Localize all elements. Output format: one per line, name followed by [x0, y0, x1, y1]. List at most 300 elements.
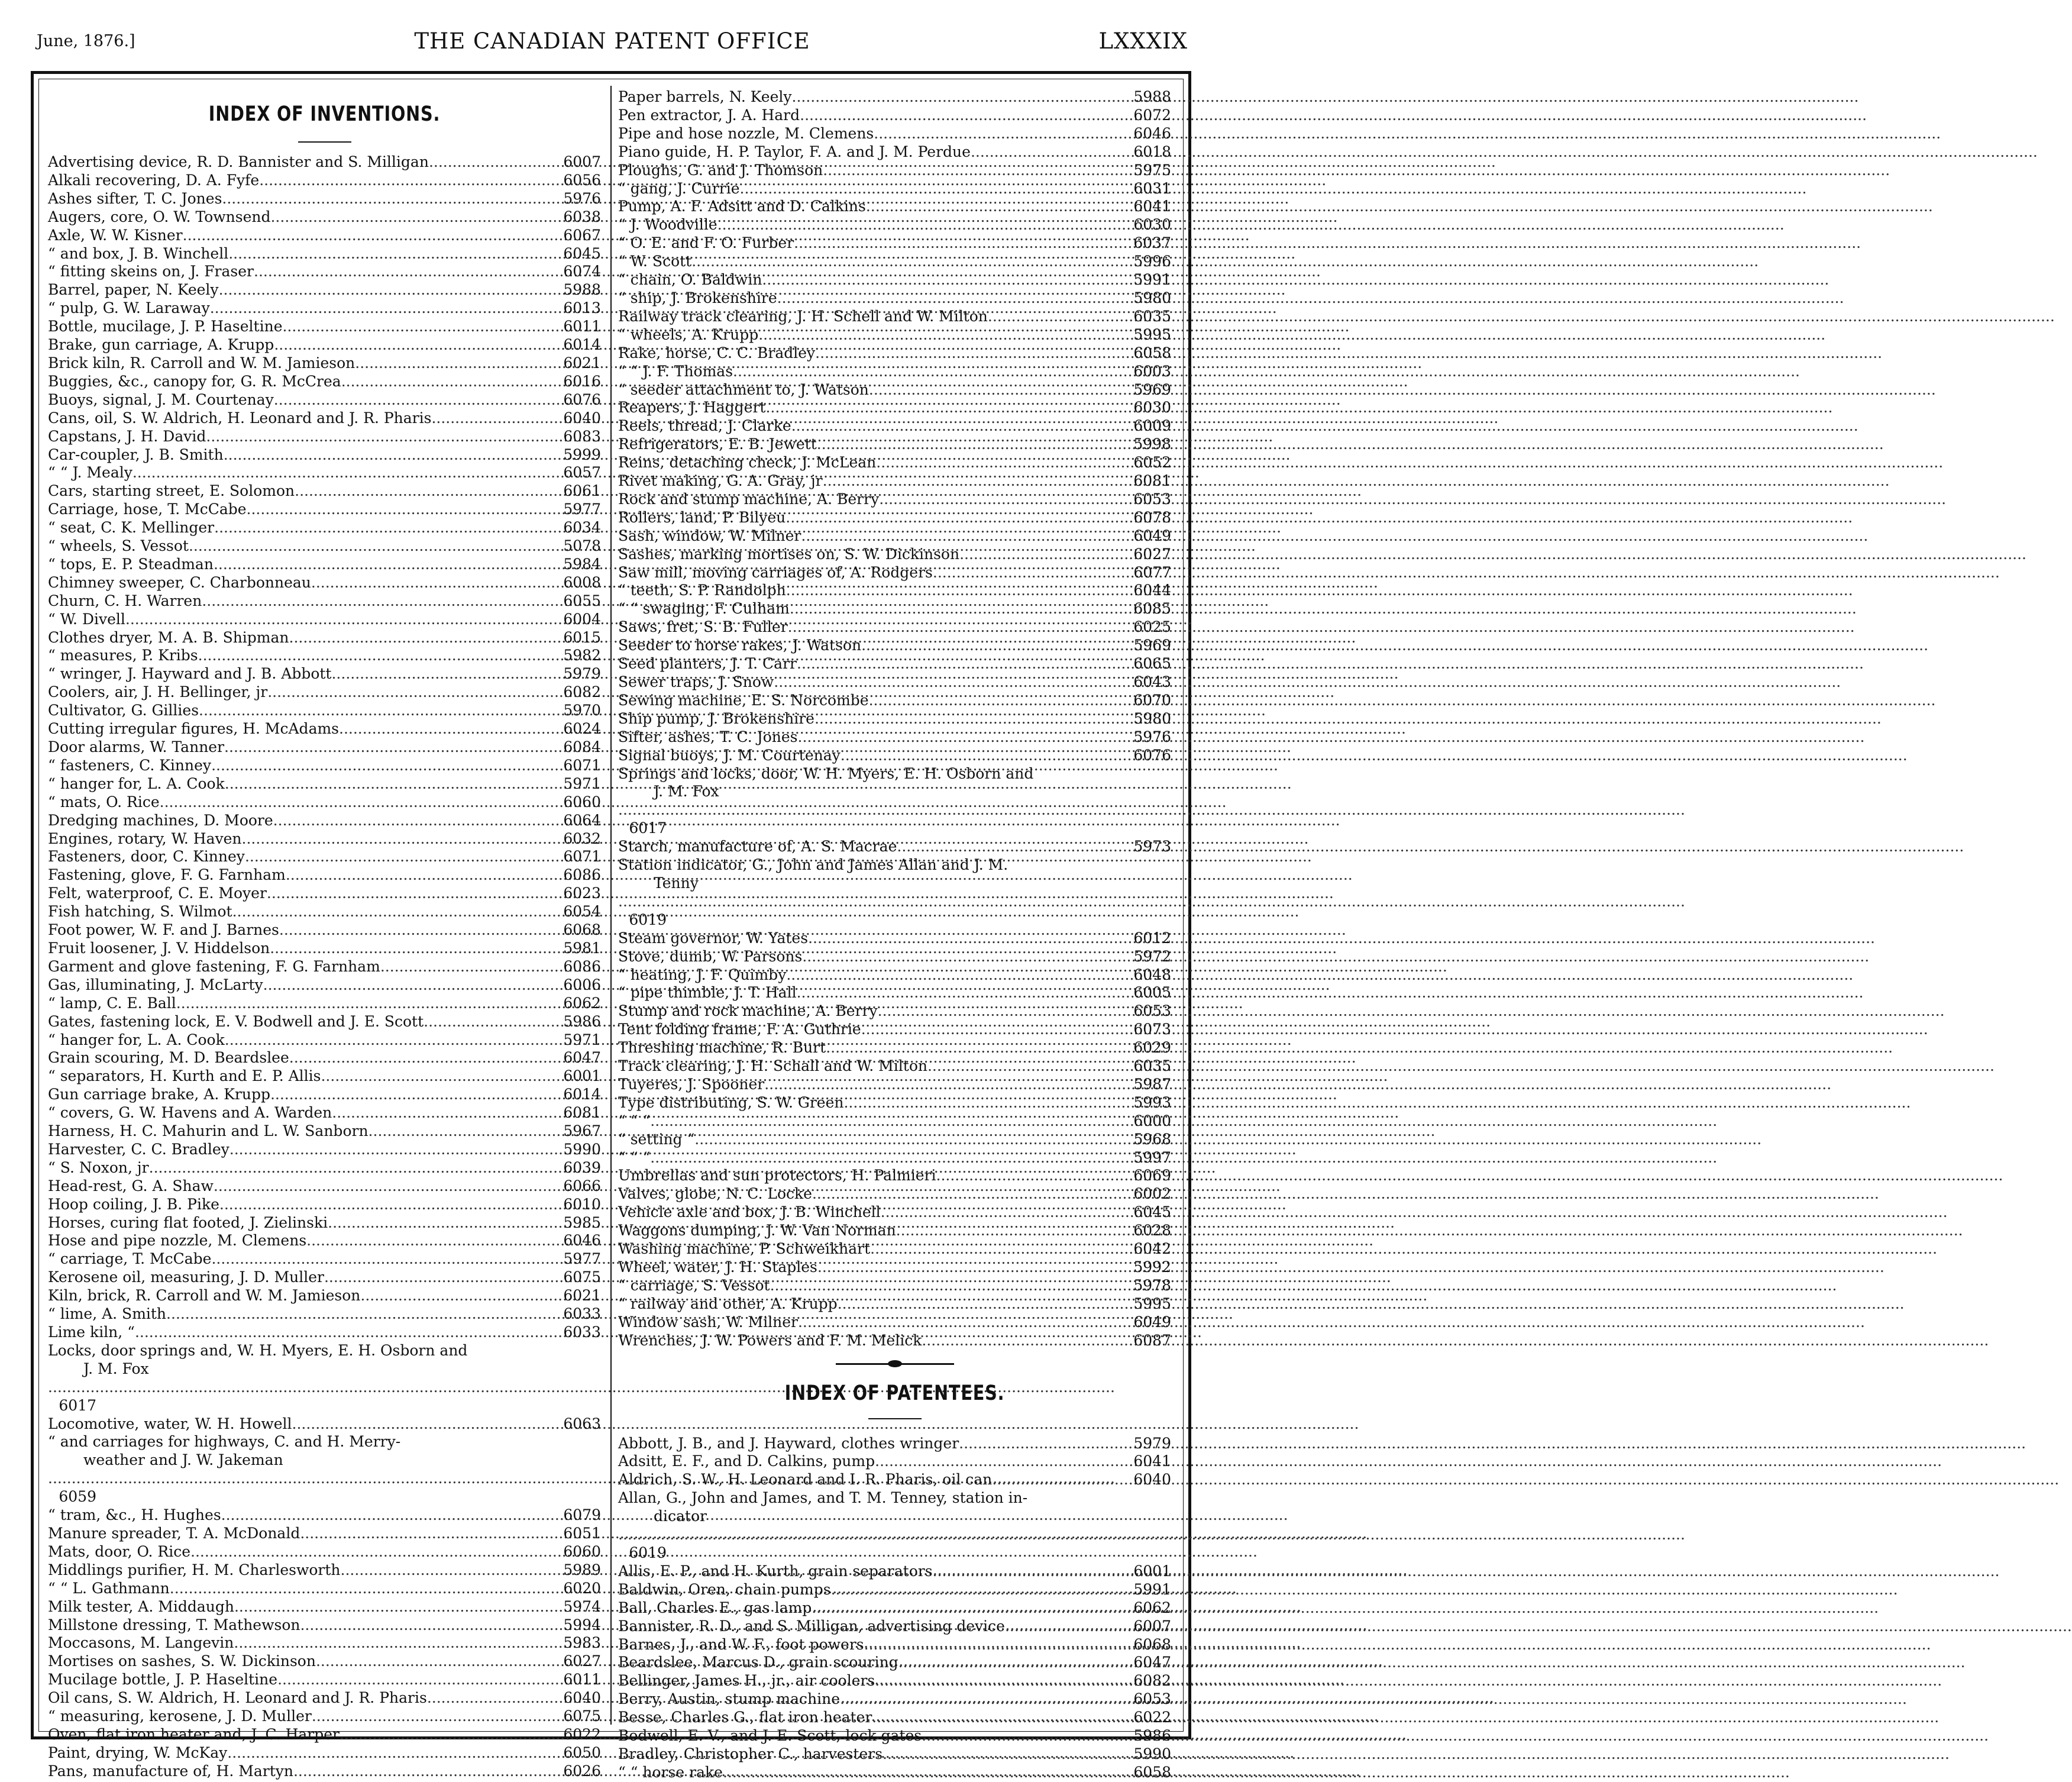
leader-dots — [267, 884, 552, 903]
entry-text: Vehicle axle and box, J. B. Winchell — [618, 1203, 881, 1221]
entry-text-continued: J. M. Fox — [654, 783, 719, 800]
leader-dots — [840, 1690, 1123, 1709]
entry-text: Dredging machines, D. Moore — [48, 811, 273, 829]
index-entry — [618, 180, 1171, 198]
entry-text: Grain scouring, M. D. Beardslee — [48, 1049, 289, 1067]
entry-text: Threshing machine, R. Burt — [618, 1039, 826, 1057]
index-entry — [618, 655, 1171, 673]
entry-text: Sashes, marking mortises on, S. W. Dickinson — [618, 545, 960, 563]
index-entry — [618, 1618, 1171, 1636]
index-entry — [618, 564, 1171, 582]
index-entry — [618, 710, 1171, 728]
patent-number: 6047 — [563, 1049, 601, 1067]
index-entry — [48, 1433, 601, 1506]
index-entry — [618, 1149, 1171, 1167]
index-entry — [618, 216, 1171, 234]
index-entry — [48, 519, 601, 537]
index-entry — [48, 1159, 601, 1177]
index-entry — [618, 435, 1171, 454]
entry-text: Saws, fret, S. B. Fuller — [618, 618, 788, 636]
leader-dots — [300, 1525, 552, 1543]
patent-number: 6017 — [59, 1396, 96, 1414]
entry-text: Rock and stump machine, A. Berry — [618, 490, 880, 508]
patent-number: 6021 — [563, 1287, 601, 1305]
index-entry — [618, 1563, 1171, 1581]
entry-text: “ setting “ — [618, 1130, 695, 1148]
leader-dots — [992, 1471, 1123, 1489]
patent-number: 5968 — [1133, 1130, 1171, 1148]
patent-number: 5969 — [1133, 637, 1171, 654]
patent-number: 6025 — [1133, 618, 1171, 636]
patent-number: 6081 — [1133, 472, 1171, 490]
patent-number: 6011 — [563, 1671, 601, 1689]
leader-dots — [883, 1745, 1123, 1764]
index-entry — [48, 1013, 601, 1031]
entry-text-continued: J. M. Fox — [83, 1360, 149, 1377]
patent-number: 5975 — [1133, 161, 1171, 179]
entry-text: “ pipe thimble, J. T. Hall — [618, 984, 797, 1002]
leader-dots — [786, 582, 1123, 600]
index-entry — [48, 775, 601, 793]
leader-dots — [190, 1543, 552, 1561]
index-entry — [618, 948, 1171, 966]
patent-number: 5997 — [1133, 1148, 1171, 1166]
index-entry — [48, 391, 601, 409]
patent-number: 6075 — [563, 1268, 601, 1286]
entry-text: Bodwell, E. V., and J. E. Scott, lock gates — [618, 1727, 922, 1745]
entry-text: “ mats, O. Rice — [48, 793, 160, 811]
entry-text: Foot power, W. F. and J. Barnes — [48, 921, 279, 939]
entry-text: “ fasteners, C. Kinney — [48, 756, 212, 774]
index-entry — [48, 1598, 601, 1616]
index-entry — [48, 830, 601, 848]
index-entry — [48, 1323, 601, 1342]
index-entry — [618, 765, 1171, 838]
leader-dots — [321, 1067, 552, 1086]
index-entry — [618, 1277, 1171, 1295]
entry-text: “ measures, P. Kribs — [48, 647, 198, 664]
entry-text: Buggies, &c., canopy for, G. R. McCrea — [48, 372, 341, 390]
leader-dots — [838, 1295, 1123, 1313]
patent-number: 6007 — [1133, 1617, 1171, 1635]
entry-text: “ wheels, A. Krupp — [618, 325, 759, 343]
patent-number: 6023 — [563, 884, 601, 902]
patent-number: 6046 — [1133, 124, 1171, 142]
patent-number: 6022 — [1133, 1709, 1171, 1726]
entry-text: “ heating, J. F. Quimby — [618, 966, 787, 983]
index-entry — [618, 125, 1171, 143]
entry-text: Fruit loosener, J. V. Hiddelson — [48, 939, 270, 957]
patent-number: 6065 — [1133, 655, 1171, 673]
entry-text: Window sash, W. Milner — [618, 1313, 798, 1331]
index-entry — [48, 738, 601, 757]
index-entry — [48, 1726, 601, 1744]
entry-text: Type distributing, S. W. Green — [618, 1093, 844, 1111]
index-entry — [48, 1141, 601, 1159]
leader-dots — [431, 409, 552, 428]
patent-number: 6086 — [563, 866, 601, 884]
leader-dots — [774, 673, 1123, 692]
patent-number: 6044 — [1133, 582, 1171, 599]
leader-dots — [843, 1094, 1123, 1112]
leader-dots — [823, 162, 1123, 180]
leader-dots — [300, 1616, 552, 1635]
leader-dots — [790, 600, 1123, 618]
patent-number: 6058 — [1133, 344, 1171, 361]
entry-text: Tuyeres, J. Spooner — [618, 1075, 765, 1093]
index-entry — [48, 208, 601, 227]
patent-number: 6015 — [563, 628, 601, 646]
leader-dots — [206, 428, 552, 446]
entry-text: Stove, dumb, W. Parsons — [618, 947, 803, 965]
leader-dots — [293, 1762, 552, 1781]
leader-dots — [183, 227, 552, 245]
leader-dots — [797, 655, 1123, 673]
index-entry — [48, 976, 601, 995]
leader-dots — [160, 793, 552, 812]
leader-dots — [798, 1313, 1123, 1332]
entry-text: “ seeder attachment to, J. Watson — [618, 380, 869, 398]
entry-text: “ and carriages for highways, C. and H. Merry- — [48, 1433, 401, 1451]
leader-dots — [286, 866, 552, 884]
entry-text: Adsitt, E. F., and D. Calkins, pump — [618, 1452, 875, 1470]
index-entry — [618, 363, 1171, 381]
patent-number: 6001 — [563, 1067, 601, 1085]
entry-text: Hose and pipe nozzle, M. Clemens — [48, 1232, 307, 1250]
patent-number: 6024 — [563, 720, 601, 738]
leader-dots — [211, 757, 552, 775]
leader-dots — [723, 1764, 1123, 1782]
leader-dots — [166, 1305, 552, 1323]
entry-text: “ ship, J. Brokenshire — [618, 289, 777, 306]
leader-dots — [282, 318, 552, 336]
entry-text: Carriage, hose, T. McCabe — [48, 501, 247, 518]
entry-text: Locomotive, water, W. H. Howell — [48, 1415, 292, 1432]
patent-number: 6072 — [1133, 106, 1171, 124]
leader-dots — [879, 490, 1123, 509]
leader-dots — [874, 125, 1123, 143]
index-entry — [48, 1232, 601, 1250]
index-entry — [618, 1295, 1171, 1313]
index-entry — [618, 527, 1171, 545]
index-entry — [618, 1167, 1171, 1185]
patent-number: 5988 — [563, 281, 601, 299]
entry-text: Ashes sifter, T. C. Jones — [48, 189, 222, 207]
leader-dots — [289, 629, 552, 647]
patent-number: 6082 — [1133, 1672, 1171, 1690]
entry-text: Mortises on sashes, S. W. Dickinson — [48, 1652, 316, 1670]
patent-number: 6062 — [563, 994, 601, 1012]
leader-dots — [798, 728, 1123, 747]
index-entry — [618, 1452, 1171, 1471]
patent-number: 6003 — [1133, 362, 1171, 380]
index-entry — [618, 1057, 1171, 1076]
index-entry — [48, 940, 601, 958]
leader-dots — [340, 1726, 552, 1744]
leader-dots — [878, 1002, 1123, 1021]
leader-dots — [758, 326, 1123, 344]
index-entry — [48, 1196, 601, 1214]
index-entry — [618, 1435, 1171, 1453]
leader-dots — [971, 143, 1123, 162]
patent-number: 6019 — [629, 1544, 667, 1561]
leader-dots — [800, 106, 1123, 125]
entry-text: Springs and locks, door, W. H. Myers, E. H. Osborn and — [618, 764, 1034, 782]
index-entry — [618, 1240, 1171, 1258]
entry-text: Augers, core, O. W. Townsend — [48, 208, 271, 225]
leader-dots — [812, 1185, 1123, 1203]
leader-dots — [791, 417, 1123, 435]
patent-number: 5973 — [1133, 838, 1171, 856]
leader-dots — [254, 263, 552, 281]
index-entry — [48, 446, 601, 464]
index-entry — [618, 1039, 1171, 1057]
leader-dots — [132, 464, 552, 482]
leader-dots — [270, 940, 552, 958]
index-entry — [618, 929, 1171, 948]
leader-dots — [1005, 1618, 1123, 1636]
entry-text: Gates, fastening lock, E. V. Bodwell and J. E. Scott — [48, 1012, 424, 1030]
patent-number: 5989 — [563, 1561, 601, 1578]
index-entry — [618, 1709, 1171, 1727]
patent-number: 6008 — [563, 573, 601, 591]
index-entry — [618, 326, 1171, 344]
index-entry — [48, 263, 601, 281]
leader-dots — [277, 1671, 552, 1689]
patent-number: 6029 — [1133, 1039, 1171, 1057]
leader-dots — [841, 747, 1123, 765]
entry-text: Cars, starting street, E. Solomon — [48, 482, 295, 500]
leader-dots — [273, 812, 552, 830]
leader-dots — [691, 253, 1123, 271]
patent-number: 5984 — [563, 555, 601, 573]
entry-text: Pen extractor, J. A. Hard — [618, 106, 800, 124]
leader-dots — [202, 592, 552, 611]
patent-number: 6067 — [563, 226, 601, 244]
leader-dots — [341, 373, 552, 391]
patent-number: 5994 — [563, 1616, 601, 1634]
entry-text: Oven, flat iron heater and, J. C. Harper — [48, 1725, 340, 1743]
leader-dots — [380, 958, 552, 976]
entry-text: Milk tester, A. Middaugh — [48, 1597, 234, 1615]
leader-dots — [898, 1654, 1123, 1672]
index-entry — [48, 611, 601, 629]
index-entry — [48, 1305, 601, 1323]
patent-number: 6022 — [563, 1725, 601, 1743]
leader-dots — [802, 948, 1123, 966]
index-entry — [618, 1599, 1171, 1618]
index-entry — [618, 692, 1171, 710]
entry-text: Pump, A. F. Adsitt and D. Calkins — [618, 198, 866, 215]
leader-dots — [324, 1268, 552, 1287]
patent-number: 6074 — [563, 263, 601, 280]
patent-number: 5980 — [1133, 709, 1171, 727]
patent-number: 5969 — [1133, 380, 1171, 398]
leader-dots — [861, 637, 1123, 655]
patent-number: 6033 — [563, 1305, 601, 1323]
entry-text: Mats, door, O. Rice — [48, 1542, 191, 1560]
index-entry — [48, 1268, 601, 1287]
index-entry — [48, 1580, 601, 1598]
patent-number: 6058 — [1133, 1763, 1171, 1781]
leader-dots — [369, 1122, 552, 1141]
leader-dots — [224, 738, 552, 757]
entry-text: Car-coupler, J. B. Smith — [48, 446, 224, 463]
patent-number: 6034 — [563, 519, 601, 537]
leader-dots — [274, 391, 552, 409]
entry-text: “ J. Woodville — [618, 216, 717, 234]
index-entry — [618, 1581, 1171, 1599]
patent-number: 6040 — [1133, 1471, 1171, 1489]
leader-dots — [876, 454, 1123, 472]
leader-dots — [214, 556, 552, 574]
patentees-list — [618, 1435, 1171, 1782]
entry-text: Sash, window, W. Milner — [618, 527, 801, 544]
entry-text: “ carriage, T. McCabe — [48, 1250, 212, 1268]
index-entry — [48, 1342, 601, 1415]
leader-dots — [360, 1287, 552, 1305]
entry-text: Clothes dryer, M. A. B. Shipman — [48, 628, 289, 646]
index-entry — [618, 162, 1171, 180]
entry-text: “ “ J. F. Thomas — [618, 362, 733, 380]
index-entry — [618, 1185, 1171, 1203]
leader-dots — [765, 399, 1123, 417]
index-entry — [618, 856, 1171, 929]
index-entry — [48, 227, 601, 245]
entry-text: “ gang, J. Currie — [618, 179, 740, 197]
leader-dots — [792, 88, 1123, 106]
patent-number: 5978 — [1133, 1276, 1171, 1294]
entry-text: “ “ “ — [618, 1112, 651, 1129]
index-entry — [48, 336, 601, 354]
index-entry — [48, 1707, 601, 1726]
patent-number: 6027 — [1133, 545, 1171, 563]
patent-number: 5995 — [1133, 1294, 1171, 1312]
leader-dots — [170, 1580, 552, 1598]
patent-number: 6071 — [563, 756, 601, 774]
patent-number: 6053 — [1133, 1002, 1171, 1020]
patent-number: 6011 — [563, 318, 601, 335]
index-entry — [48, 299, 601, 318]
patent-number: 6059 — [59, 1488, 96, 1506]
leader-dots — [229, 1141, 552, 1159]
patent-number: 5974 — [563, 1597, 601, 1615]
index-entry — [618, 1471, 1171, 1489]
leader-dots — [149, 1159, 552, 1177]
leader-dots — [234, 1634, 552, 1652]
leader-dots — [135, 1323, 552, 1342]
entry-text: Horses, curing flat footed, J. Zielinski — [48, 1213, 328, 1231]
index-entry — [48, 1652, 601, 1671]
index-entry — [618, 838, 1171, 856]
entry-text: Rollers, land, P. Bilyeu — [618, 508, 786, 526]
index-entry — [48, 1177, 601, 1196]
entry-text: Allan, G., John and James, and T. M. Tenney, station in- — [618, 1489, 1028, 1507]
patent-number: 6033 — [563, 1323, 601, 1341]
entry-text: Oil cans, S. W. Aldrich, H. Leonard and J. R. Pharis — [48, 1689, 427, 1707]
index-entry — [48, 866, 601, 884]
index-entry — [618, 106, 1171, 125]
index-entry — [48, 354, 601, 373]
entry-text: Harness, H. C. Mahurin and L. W. Sanborn — [48, 1122, 369, 1140]
index-entry — [618, 618, 1171, 637]
index-entry — [48, 1762, 601, 1781]
patent-number: 6061 — [563, 482, 601, 500]
patent-number: 6060 — [563, 793, 601, 811]
leader-dots — [227, 1744, 552, 1762]
patent-number: 6014 — [563, 336, 601, 354]
entry-text: “ measuring, kerosene, J. D. Muller — [48, 1707, 312, 1725]
entry-text: Signal buoys, J. M. Courtenay — [618, 746, 841, 764]
index-entry — [48, 702, 601, 720]
leader-dots — [199, 702, 552, 720]
index-entry — [618, 1076, 1171, 1094]
leader-dots — [214, 519, 552, 537]
leader-dots — [176, 995, 552, 1013]
index-entry — [48, 629, 601, 647]
patent-number: 6005 — [1133, 984, 1171, 1002]
leader-dots — [817, 1258, 1123, 1277]
entry-text: Churn, C. H. Warren — [48, 592, 202, 609]
entry-text: “ “ horse rake — [618, 1763, 723, 1781]
entry-text: Cutting irregular figures, H. McAdams — [48, 720, 340, 738]
patent-number: 5987 — [1133, 1075, 1171, 1093]
patent-number: 6001 — [1133, 1562, 1171, 1580]
index-entry — [618, 1131, 1171, 1149]
patent-number: 5972 — [1133, 947, 1171, 965]
entry-text: “ O. E. and F. O. Furber — [618, 234, 794, 252]
patent-number: 6013 — [563, 299, 601, 317]
leader-dots — [817, 435, 1123, 454]
index-entry — [48, 190, 601, 208]
entry-text: Fish hatching, S. Wilmot — [48, 903, 232, 921]
index-entry — [48, 1049, 601, 1067]
leader-dots — [232, 903, 552, 921]
entry-text: Lime kiln, “ — [48, 1323, 135, 1341]
patent-number: 6030 — [1133, 216, 1171, 234]
entry-text: Fastening, glove, F. G. Farnham — [48, 866, 286, 884]
entry-text: “ “ swaging, F. Culham — [618, 600, 790, 618]
entry-text: “ tops, E. P. Steadman — [48, 555, 214, 573]
leader-dots — [618, 801, 1171, 819]
entry-text: Ploughs, G. and J. Thomson — [618, 161, 823, 179]
patent-number: 5992 — [1133, 1258, 1171, 1276]
entry-text: Umbrellas and sun protectors, H. Palmieri — [618, 1167, 936, 1184]
entry-text: Kerosene oil, measuring, J. D. Muller — [48, 1268, 324, 1286]
index-entry — [48, 1067, 601, 1086]
entry-text: Washing machine, P. Schweikhart — [618, 1240, 871, 1258]
patentees-title: INDEX OF PATENTEES. — [784, 1381, 1005, 1405]
leader-dots — [424, 1013, 552, 1031]
patent-number: 5979 — [563, 665, 601, 683]
leader-dots — [270, 1086, 552, 1104]
leader-dots — [125, 611, 552, 629]
index-entry — [48, 1634, 601, 1652]
entry-text: “ railway and other, A. Krupp — [618, 1294, 838, 1312]
entry-text: Kiln, brick, R. Carroll and W. M. Jamieson — [48, 1287, 361, 1305]
leader-dots — [870, 1240, 1123, 1258]
index-entry — [48, 921, 601, 940]
leader-dots — [48, 1379, 601, 1397]
index-entry — [618, 509, 1171, 527]
entry-text: Baldwin, Oren, chain pumps — [618, 1580, 831, 1598]
leader-dots — [812, 1599, 1123, 1618]
leader-dots — [312, 1707, 552, 1726]
section-ornament — [836, 1363, 954, 1365]
index-entry — [48, 1122, 601, 1141]
patent-number: 6027 — [563, 1652, 601, 1670]
patent-number: 6081 — [563, 1104, 601, 1122]
